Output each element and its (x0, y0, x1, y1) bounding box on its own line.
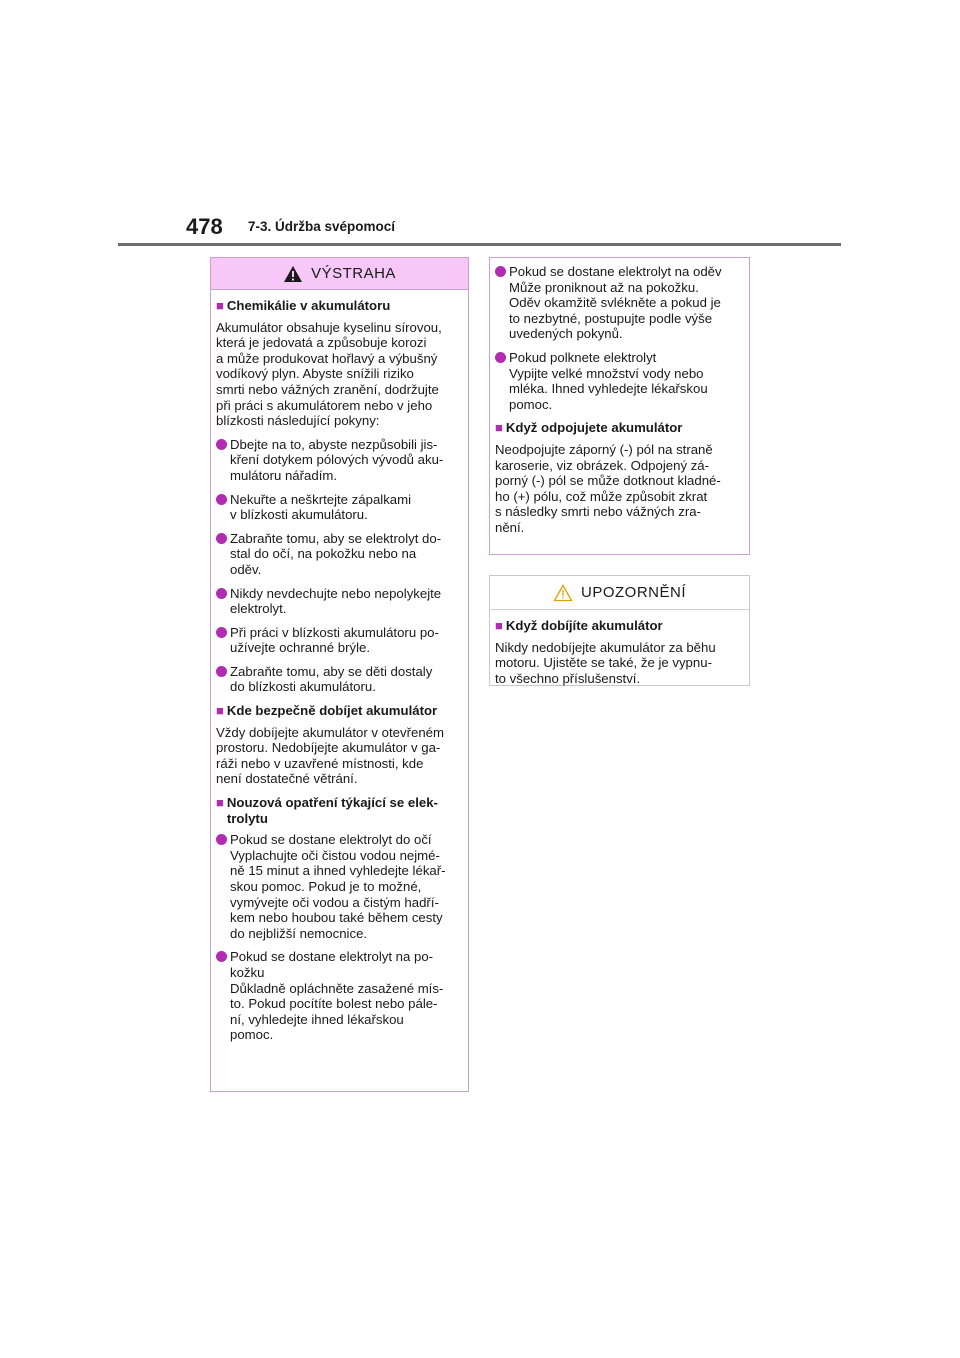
warning-triangle-icon (283, 265, 303, 283)
paragraph: Nikdy nedobíjejte akumulátor za běhu motoru. Ujistěte se také, že je vypnu- to všechno příslušenství. (495, 639, 716, 686)
square-bullet-icon: ■ (216, 703, 224, 719)
round-bullet-icon (216, 533, 227, 544)
round-bullet-icon (495, 352, 506, 363)
page-number: 478 (186, 214, 223, 239)
caution-box-body (490, 610, 749, 686)
list-item (495, 350, 743, 412)
subsection-heading-text: Kde bezpečně dobíjet akumulátor (226, 703, 438, 719)
round-bullet-icon (216, 494, 227, 505)
round-bullet-icon (216, 439, 227, 450)
section-title: 7-3. Údržba svépomocí (248, 219, 396, 234)
round-bullet-icon (495, 266, 506, 277)
list-item (495, 264, 743, 342)
round-bullet-icon (216, 666, 227, 677)
square-bullet-icon: ■ (495, 420, 503, 436)
subsection-heading (495, 420, 743, 436)
warning-continued-body (490, 258, 749, 536)
round-bullet-icon (216, 834, 227, 845)
list-item-text: Nekuřte a neškrtejte zápalkami v blízkosti akumulátoru. (230, 491, 412, 523)
caution-box (489, 575, 750, 686)
round-bullet-icon (216, 951, 227, 962)
subsection-heading-text: Když odpojujete akumulátor (505, 420, 683, 436)
subsection-heading (216, 795, 462, 826)
square-bullet-icon: ■ (216, 298, 224, 313)
paragraph: Akumulátor obsahuje kyselinu sírovou, která je jedovatá a způsobuje korozi a může produkovat hořlavý a výbušný vodíkový plyn. Abyste snížili riziko smrti nebo vážných zranění, dodržujte při práci s akumulátorem nebo v jeho blízkosti následující pokyny: (216, 319, 442, 429)
list-item-text: Nikdy nevdechujte nebo nepolykejte elektrolyt. (230, 585, 442, 617)
list-item (216, 949, 462, 1043)
warning-box-continued (489, 257, 750, 555)
round-bullet-icon (216, 588, 227, 599)
list-item-text: Pokud se dostane elektrolyt na po- kožku Důkladně opláchněte zasažené mís- to. Pokud pocítíte bolest nebo pále- ní, vyhledejte ihned lékařskou pomoc. (230, 949, 444, 1043)
subsection-heading (495, 618, 743, 634)
list-item (216, 492, 462, 523)
subsection-heading-text: Chemikálie v akumulátoru (226, 298, 391, 313)
list-item (216, 832, 462, 941)
caution-title: UPOZORNĚNÍ (580, 584, 686, 601)
list-item-text: Pokud se dostane elektrolyt do očí Vyplachujte oči čistou vodou nejmé- ně 15 minut a ihned vyhledejte lékař- skou pomoc. Pokud je to možné, vymývejte oči vodou a čistým hadří- kem nebo houbou také během cesty do nejbližší nemocnice. (230, 832, 446, 941)
warning-box-body (211, 290, 468, 1043)
caution-triangle-icon (553, 584, 573, 602)
subsection-heading (216, 298, 462, 314)
list-item-text: Při práci v blízkosti akumulátoru po- užívejte ochranné brýle. (230, 624, 439, 656)
list-item (216, 664, 462, 695)
subsection-heading-text: Nouzová opatření týkající se elek- trolytu (226, 795, 438, 826)
subsection-heading-text: Když dobíjíte akumulátor (505, 618, 663, 633)
square-bullet-icon: ■ (216, 795, 224, 811)
header-rule (118, 243, 841, 246)
list-item-text: Zabraňte tomu, aby se děti dostaly do blízkosti akumulátoru. (230, 663, 433, 695)
list-item (216, 586, 462, 617)
list-item-text: Pokud polknete elektrolyt Vypijte velké množství vody nebo mléka. Ihned vyhledejte lékařskou pomoc. (509, 349, 708, 412)
caution-box-header (490, 576, 749, 610)
square-bullet-icon: ■ (495, 618, 503, 633)
warning-box-header (211, 258, 468, 290)
paragraph: Vždy dobíjejte akumulátor v otevřeném prostoru. Nedobíjejte akumulátor v ga- ráži nebo v uzavřené místnosti, kde není dostatečné větrání. (216, 724, 444, 787)
warning-box (210, 257, 469, 1092)
warning-title: VÝSTRAHA (311, 265, 396, 282)
list-item (216, 437, 462, 484)
subsection-heading (216, 703, 462, 719)
list-item (216, 531, 462, 578)
list-item-text: Pokud se dostane elektrolyt na oděv Může proniknout až na pokožku. Oděv okamžitě svlékněte a pokud je to nezbytné, postupujte podle výše uvedených pokynů. (509, 264, 722, 342)
list-item (216, 625, 462, 656)
paragraph: Neodpojujte záporný (-) pól na straně karoserie, viz obrázek. Odpojený zá- porný (-) pól se může dotknout kladné- ho (+) pólu, což může způsobit zkrat s následky smrti nebo vážných zra- nění. (495, 441, 721, 535)
list-item-text: Zabraňte tomu, aby se elektrolyt do- stal do očí, na pokožku nebo na oděv. (230, 530, 442, 577)
round-bullet-icon (216, 627, 227, 638)
list-item-text: Dbejte na to, abyste nezpůsobili jis- kření dotykem pólových vývodů aku- mulátoru nářadím. (230, 436, 444, 483)
